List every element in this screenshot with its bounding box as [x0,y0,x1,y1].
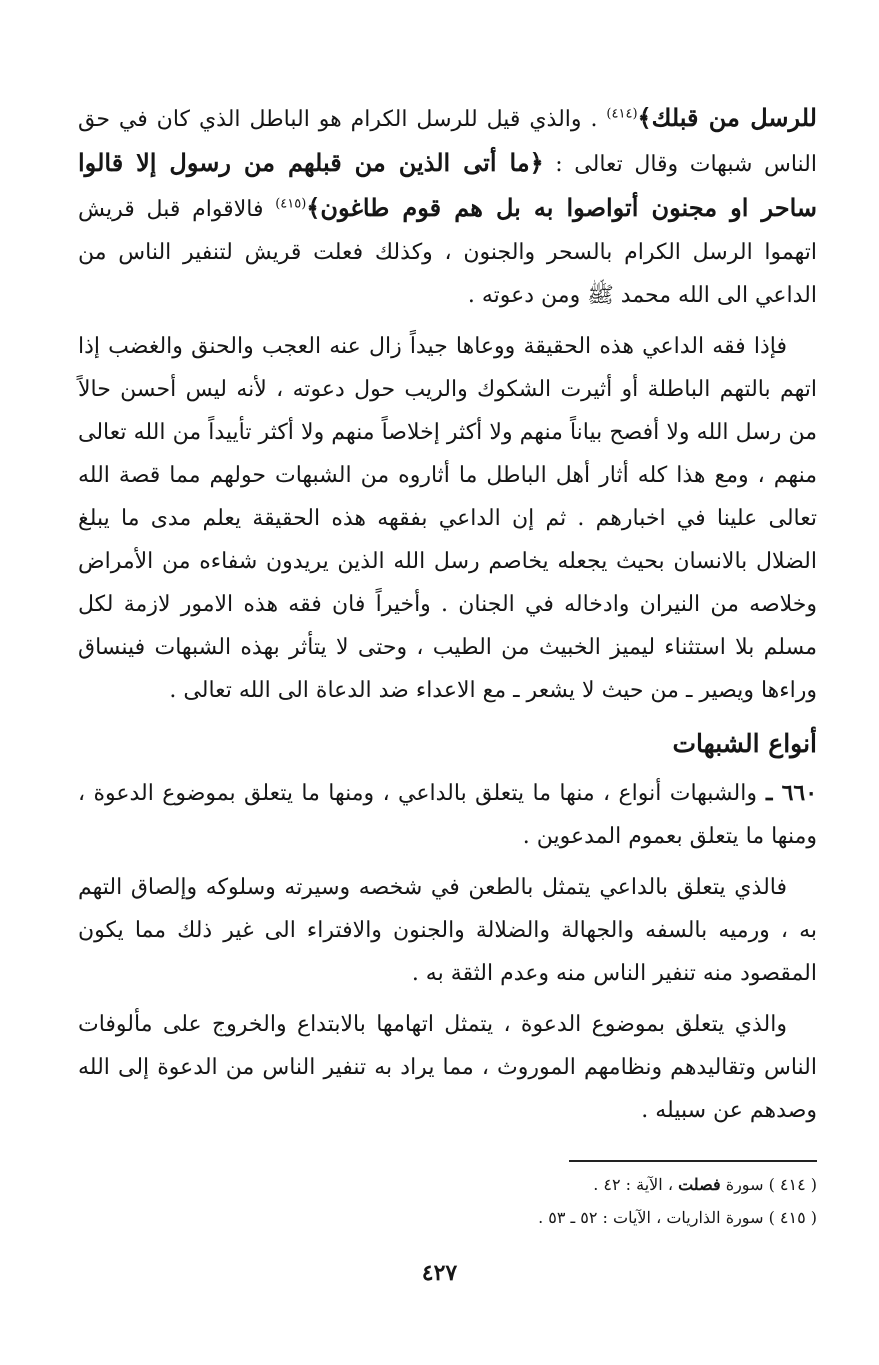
paragraph-3 [78,772,817,858]
footnote-text: سورة [720,1175,769,1194]
quran-verse-2: ﴿ما أتى الذين من قبلهم من رسول إلا قالوا ساحر او مجنون أتواصوا به بل هم قوم طاغون﴾ [78,148,817,222]
page-body [78,96,817,1234]
section-number: ٦٦٠ [781,780,818,806]
paragraph-4: فالذي يتعلق بالداعي يتمثل بالطعن في شخصه وسيرته وسلوكه وإلصاق التهم به ، ورميه بالسفه والجهالة والضلالة والجنون والافتراء الى غير ذلك مما يكون المقصود منه تنفير الناس منه وعدم الثقة به . [78,875,817,986]
page-number: ٤٢٧ [421,1260,458,1286]
quran-verse-1: للرسل من قبلك﴾ [637,103,817,132]
paragraph-1-text-b: فالاقوام قبل قريش اتهموا الرسل الكرام بالسحر والجنون ، وكذلك فعلت قريش لتنفير الناس من الداعي الى الله محمد ﷺ ومن دعوته . [78,197,817,308]
paragraph-5: والذي يتعلق بموضوع الدعوة ، يتمثل اتهامها بالابتداع والخروج على مألوفات الناس وتقاليدهم ونظامهم الموروث ، مما يراد به تنفير الناس من الدعوة إلى الله وصدهم عن سبيله . [78,1012,817,1123]
footnote-text: سورة الذاريات ، الآيات : ٥٢ ـ ٥٣ . [538,1208,769,1227]
paragraph-1-text-a: . والذي قيل للرسل الكرام هو الباطل الذي كان في حق الناس شبهات وقال تعالى : [78,107,817,177]
footnote-text-end: ، الآية : ٤٢ . [593,1175,679,1194]
footnote-414 [78,1168,817,1201]
footnote-415 [78,1201,817,1234]
paragraph-3-text: والشبهات أنواع ، منها ما يتعلق بالداعي ، ومنها ما يتعلق بموضوع الدعوة ، ومنها ما يتعلق بعموم المدعوين . [78,781,817,849]
section-dash: ـ [757,780,782,806]
section-heading: أنواع الشبهات [672,729,817,758]
footnote-ref-415: (٤١٥) [275,196,307,212]
footnote-surah-name: فصلت [678,1175,721,1194]
paragraph-2: فإذا فقه الداعي هذه الحقيقة ووعاها جيداً زال عنه العجب والحنق والغضب إذا اتهم بالتهم الباطلة أو أثيرت الشكوك والريب حول دعوته ، لأنه ليس أحسن حالاً من رسل الله ولا أفصح بياناً منهم ولا أكثر إخلاصاً منهم ولا أكثر تأييداً من الله تعالى منهم ، ومع هذا كله أثار أهل الباطل ما أثاروه من الشبهات حولهم مما قصة الله تعالى علينا في اخبارهم . ثم إن الداعي بفقهه هذه الحقيقة يعلم مدى ما يبلغ الضلال بالانسان بحيث يجعله يخاصم رسل الله الذين يريدون شفاءه من الأمراض وخلاصه من النيران وادخاله في الجنان . وأخيراً فان فقه هذه الامور لازمة لكل مسلم بلا استثناء ليميز الخبيث من الطيب ، وحتى لا يتأثر بهذه الشبهات فينساق وراءها ويصير ـ من حيث لا يشعر ـ مع الاعداء ضد الدعاة الى الله تعالى . [78,334,817,703]
footnote-number: ( ٤١٥ ) [768,1208,817,1227]
footnote-number: ( ٤١٤ ) [768,1175,817,1194]
paragraph-1 [78,96,817,317]
footnote-ref-414: (٤١٤) [606,106,638,122]
footnote-divider [569,1160,817,1162]
